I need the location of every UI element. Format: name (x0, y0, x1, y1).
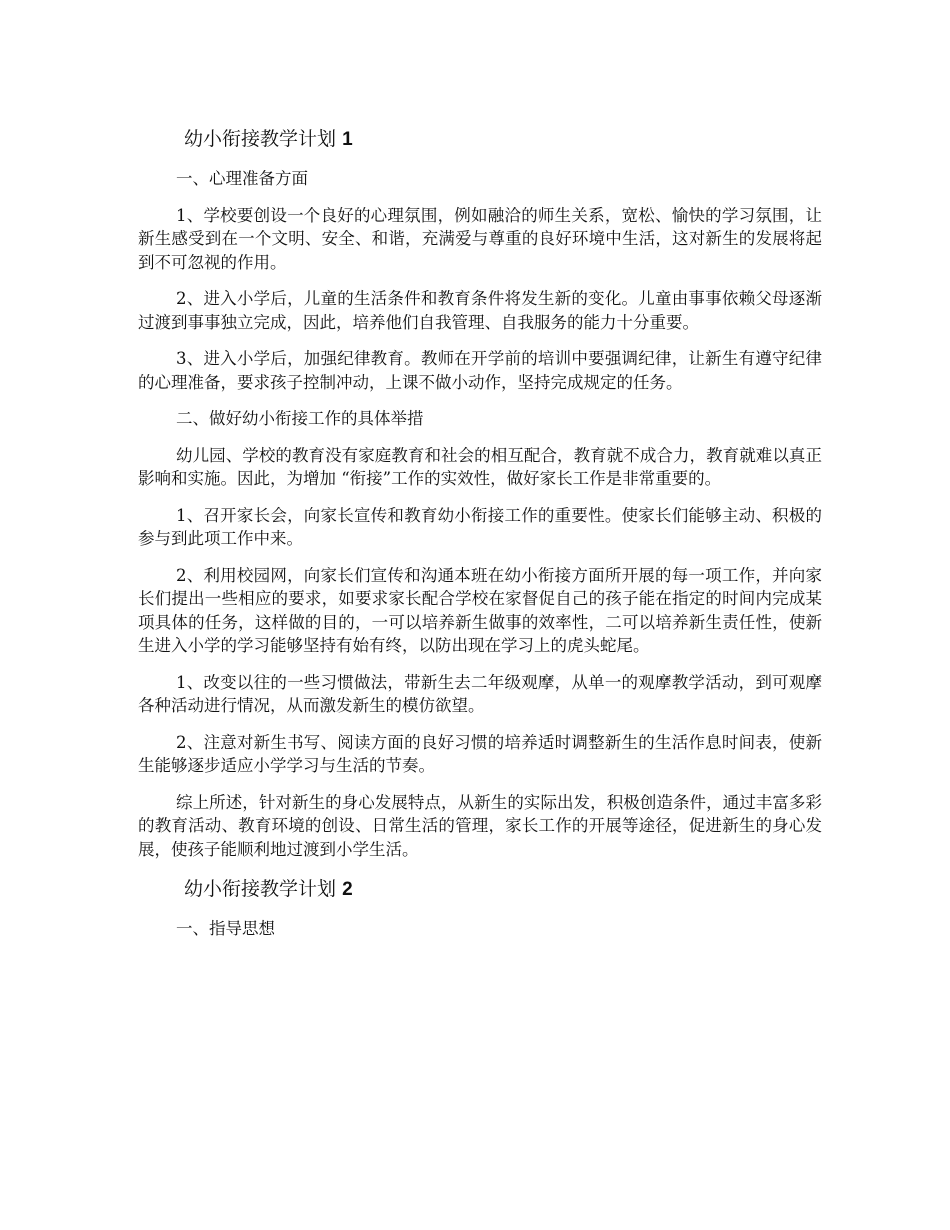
section-title-2 (138, 874, 822, 905)
section-title-1-text: 幼小衔接教学计划 (184, 128, 337, 150)
document-body (138, 124, 822, 954)
paragraph-7: 1、改变以往的一些习惯做法，带新生去二年级观摩，从单一的观摩教学活动，到可观摩各种活动进行情况，从而激发新生的模仿欲望。 (138, 672, 822, 715)
paragraph-3: 3、进入小学后，加强纪律教育。教师在开学前的培训中要强调纪律，让新生有遵守纪律的心理准备，要求孩子控制冲动，上课不做小动作，坚持完成规定的任务。 (138, 349, 822, 392)
section-title-2-text: 幼小衔接教学计划 (184, 878, 337, 900)
heading-psychological-preparation: 一、心理准备方面 (176, 169, 308, 188)
paragraph-1: 1、学校要创设一个良好的心理氛围，例如融洽的师生关系，宽松、愉快的学习氛围，让新生感受到在一个文明、安全、和谐，充满爱与尊重的良好环境中生活，这对新生的发展将起到不可忽视的作用。 (138, 205, 822, 272)
paragraph-2: 2、进入小学后，儿童的生活条件和教育条件将发生新的变化。儿童由事事依赖父母逐渐过渡到事事独立完成，因此，培养他们自我管理、自我服务的能力十分重要。 (138, 289, 822, 332)
section-title-1-number: 1 (342, 129, 353, 150)
heading-guiding-ideology: 一、指导思想 (176, 919, 275, 938)
section-title-2-number: 2 (342, 879, 353, 900)
paragraph-8: 2、注意对新生书写、阅读方面的良好习惯的培养适时调整新生的生活作息时间表，使新生能够逐步适应小学学习与生活的节奏。 (138, 732, 822, 775)
paragraph-5: 1、召开家长会，向家长宣传和教育幼小衔接工作的重要性。使家长们能够主动、积极的参与到此项工作中来。 (138, 505, 822, 548)
paragraph-6: 2、利用校园网，向家长们宣传和沟通本班在幼小衔接方面所开展的每一项工作，并向家长们提出一些相应的要求，如要求家长配合学校在家督促自己的孩子能在指定的时间内完成某项具体的任务，这样做的目的，一可以培养新生做事的效率性，二可以培养新生责任性，使新生进入小学的学习能够坚持有始有终，以防出现在学习上的虎头蛇尾。 (138, 565, 822, 655)
paragraph-4: 幼儿园、学校的教育没有家庭教育和社会的相互配合，教育就不成合力，教育就难以真正影响和实施。因此，为增加 “衔接”工作的实效性，做好家长工作是非常重要的。 (138, 445, 822, 488)
section-title-1 (138, 124, 822, 155)
heading-specific-measures: 二、做好幼小衔接工作的具体举措 (176, 409, 424, 428)
paragraph-9: 综上所述，针对新生的身心发展特点，从新生的实际出发，积极创造条件，通过丰富多彩的教育活动、教育环境的创设、日常生活的管理，家长工作的开展等途径，促进新生的身心发展，使孩子能顺利地过渡到小学生活。 (138, 792, 822, 859)
